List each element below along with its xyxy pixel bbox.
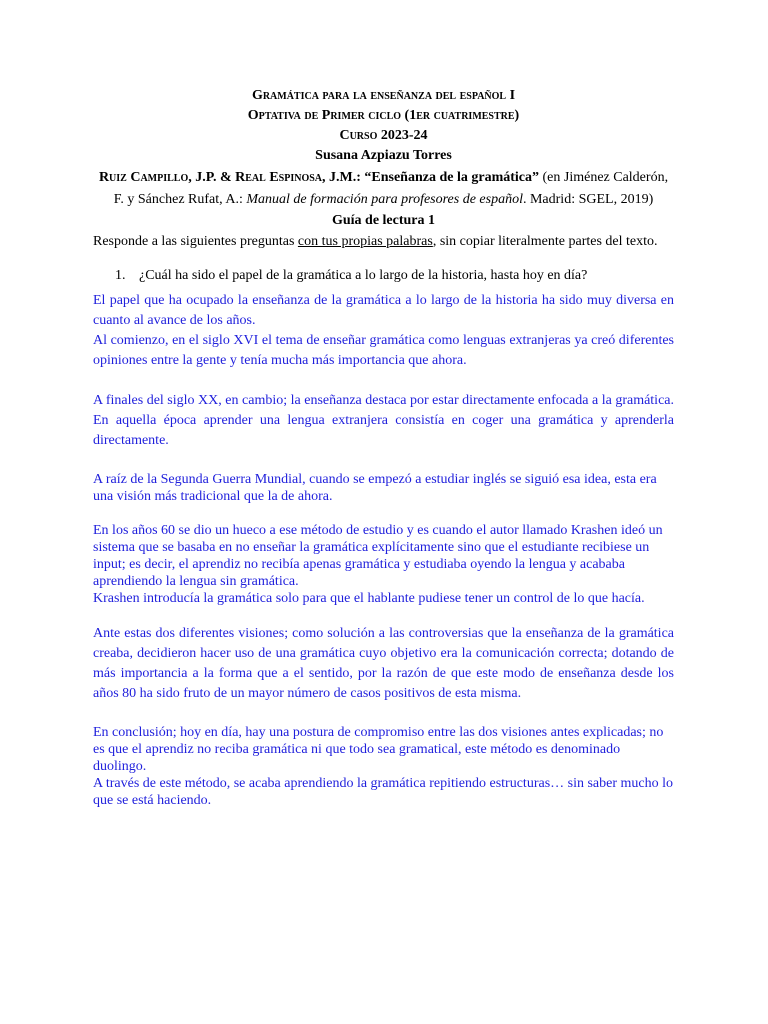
instructions-before: Responde a las siguientes preguntas [93,234,298,249]
document-page [93,86,674,809]
answer-paragraph-8: En conclusión; hoy en día, hay una postura de compromiso entre las dos visiones antes explicadas; no es que el aprendiz no reciba gramática ni que todo sea gramatical, este método es denominado duolingo. [93,725,664,774]
instructions-after: , sin copiar literalmente partes del texto. [432,234,658,249]
question-number: 1. [115,268,126,283]
citation-publisher: . Madrid: SGEL, 2019) [522,192,654,207]
reading-citation [93,167,674,211]
answer-paragraph-9: A través de este método, se acaba aprendiendo la gramática repitiendo estructuras… sin saber mucho lo que se está haciendo. [93,776,674,808]
question-text: ¿Cuál ha sido el papel de la gramática a lo largo de la historia, hasta hoy en día? [139,268,588,283]
course-year: Curso 2023-24 [339,128,428,143]
course-title: Gramática para la enseñanza del español I [251,88,516,103]
author-name: Susana Azpiazu Torres [315,148,452,163]
answer-paragraph-5: En los años 60 se dio un hueco a ese método de estudio y es cuando el autor llamado Krashen ideó un sistema que se basaba en no enseñar la gramática explícitamente sino que el estudiante recibiese un input; es decir, el aprendiz no recibía apenas gramática y estudiaba oyendo la lengua y acababa aprendiendo la lengua sin gramática. [93,523,663,589]
answer-paragraph-7: Ante estas dos diferentes visiones; como solución a las controversias que la enseñanza de la gramática creaba, decidieron hacer uso de una gramática cuyo objetivo era la comunicación correcta; dotando de más importancia a la forma que a el sentido, por la razón de que este modo de enseñanza desde los años 80 ha sido fruto de un mayor número de casos positivos de esta misma. [93,626,674,701]
citation-title: “Enseñanza de la gramática” [364,170,539,185]
citation-book: Manual de formación para profesores de español [246,192,523,207]
instructions-underlined: con tus propias palabras [297,234,433,249]
citation-source: (en Jiménez Calderón, F. y Sánchez Rufat, A.: [113,170,669,207]
answer-paragraph-6: Krashen introducía la gramática solo para que el hablante pudiese tener un control de lo que hacía. [93,591,645,606]
answer-paragraph-2: Al comienzo, en el siglo XVI el tema de enseñar gramática como lenguas extranjeras ya creó diferentes opiniones entre la gente y tenía mucha más importancia que ahora. [93,333,674,368]
answer-paragraph-4: A raíz de la Segunda Guerra Mundial, cuando se empezó a estudiar inglés se siguió esa idea, esta era una visión más tradicional que la de ahora. [93,472,657,504]
course-subtitle: Optativa de Primer ciclo (1er cuatrimestre) [247,108,520,123]
citation-authors: Ruiz Campillo, J.P. & Real Espinosa, J.M.: [98,170,361,185]
answer-paragraph-3: A finales del siglo XX, en cambio; la enseñanza destaca por estar directamente enfocada a la gramática. En aquella época aprender una lengua extranjera consistía en coger una gramática y aprenderla directamente. [93,393,674,448]
question-1 [93,265,674,287]
answer-paragraph-1: El papel que ha ocupado la enseñanza de la gramática a lo largo de la historia ha sido muy diversa en cuanto al avance de los años. [93,293,674,328]
instructions [93,231,674,253]
guide-title: Guía de lectura 1 [331,213,436,228]
